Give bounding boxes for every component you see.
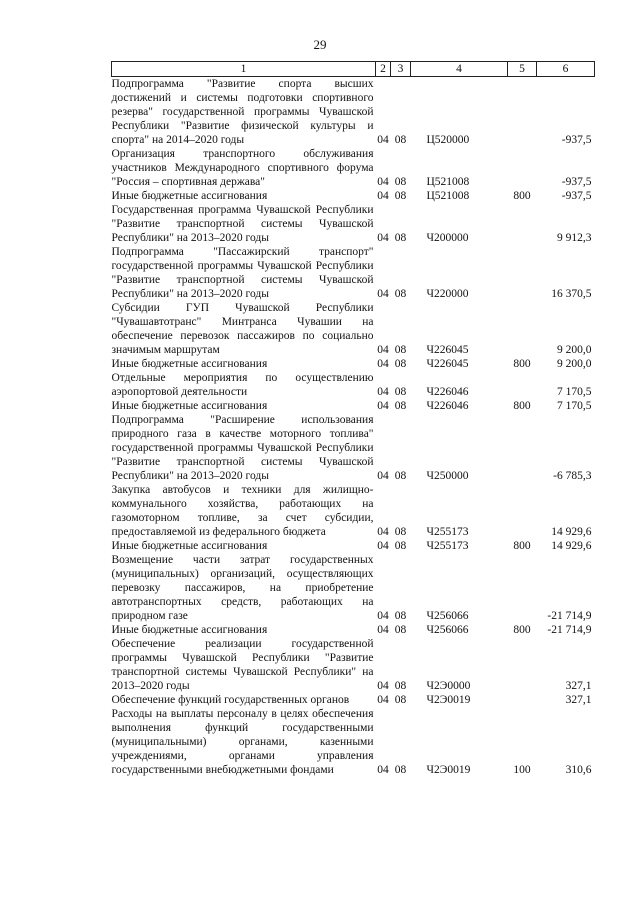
row-target-article: Ч220000	[426, 288, 469, 300]
row-section: 04	[377, 764, 389, 776]
row-amount: 327,1	[565, 680, 592, 692]
row-expense-type: 800	[513, 400, 531, 412]
row-amount: -937,5	[561, 176, 592, 188]
row-section: 04	[377, 610, 389, 622]
row-name: Обеспечение реализации государственной программы Чувашской Республики "Развитие транспортной системы Чувашской Республики" на 2013–2020 годы	[111, 638, 374, 692]
row-section: 04	[377, 344, 389, 356]
row-name: Субсидии ГУП Чувашской Республики "Чувашавтотранс" Минтранса Чувашии на обеспечение перевозок пассажиров по социально значимым маршрутам	[111, 302, 374, 356]
row-section: 04	[377, 134, 389, 146]
row-name: Отдельные мероприятия по осуществлению аэропортовой деятельности	[111, 372, 374, 398]
row-expense-type: 800	[513, 190, 531, 202]
row-target-article: Ч226045	[426, 344, 469, 356]
row-amount: 7 170,5	[557, 400, 592, 412]
row-target-article: Ч255173	[426, 540, 469, 552]
row-amount: -21 714,9	[547, 624, 592, 636]
row-amount: 14 929,6	[551, 540, 592, 552]
row-subsection: 08	[394, 610, 407, 622]
table-body	[112, 77, 595, 778]
row-name: Иные бюджетные ассигнования	[111, 400, 268, 412]
row-expense-type	[508, 553, 537, 623]
row-amount: 310,6	[565, 764, 592, 776]
row-target-article: Ч226046	[426, 386, 469, 398]
row-target-article: Ц521008	[426, 190, 470, 202]
row-name: Подпрограмма "Расширение использования природного газа в качестве моторного топлива" государственной программы Чувашской Республики "Развитие транспортной системы Чувашской Республики" на 2013–2020 годы	[111, 414, 374, 482]
row-section: 04	[377, 540, 389, 552]
table-row	[112, 357, 595, 371]
row-expense-type	[508, 77, 537, 148]
row-amount: -6 785,3	[553, 470, 592, 482]
row-target-article: Ч256066	[426, 610, 469, 622]
row-subsection: 08	[394, 764, 407, 776]
row-target-article: Ч226046	[426, 400, 469, 412]
header-col-1: 1	[112, 62, 376, 77]
row-amount: 9 912,3	[557, 232, 592, 244]
table-row	[112, 707, 595, 777]
row-name: Иные бюджетные ассигнования	[111, 540, 268, 552]
row-expense-type: 800	[513, 540, 531, 552]
row-expense-type	[508, 203, 537, 245]
table-row	[112, 147, 595, 189]
row-expense-type	[508, 245, 537, 301]
row-subsection: 08	[394, 694, 407, 706]
table-row	[112, 203, 595, 245]
row-expense-type	[508, 637, 537, 693]
table-row	[112, 623, 595, 637]
row-name: Подпрограмма "Развитие спорта высших достижений и системы подготовки спортивного резерва" государственной программы Чувашской Республики "Развитие физической культуры и спорта" на 2014–2020 годы	[111, 78, 374, 146]
row-section: 04	[377, 358, 389, 370]
header-col-6: 6	[537, 62, 595, 77]
row-expense-type	[508, 147, 537, 189]
row-amount: 9 200,0	[557, 358, 592, 370]
row-subsection: 08	[394, 540, 407, 552]
row-expense-type	[508, 693, 537, 707]
row-amount: 7 170,5	[557, 386, 592, 398]
row-section: 04	[377, 526, 389, 538]
row-target-article: Ц521008	[426, 176, 470, 188]
row-name: Иные бюджетные ассигнования	[111, 358, 268, 370]
table-row	[112, 483, 595, 539]
row-subsection: 08	[394, 358, 407, 370]
row-amount: -937,5	[561, 190, 592, 202]
row-name: Организация транспортного обслуживания участников Международного спортивного форума "Россия – спортивная держава"	[111, 148, 374, 188]
table-row	[112, 637, 595, 693]
row-subsection: 08	[394, 470, 407, 482]
table-row	[112, 371, 595, 399]
row-name: Государственная программа Чувашской Республики "Развитие транспортной системы Чувашской Республики" на 2013–2020 годы	[111, 204, 374, 244]
row-section: 04	[377, 190, 389, 202]
page-number: 29	[313, 37, 327, 52]
row-expense-type	[508, 483, 537, 539]
row-subsection: 08	[394, 526, 407, 538]
row-section: 04	[377, 694, 389, 706]
row-section: 04	[377, 386, 389, 398]
row-section: 04	[377, 400, 389, 412]
row-expense-type: 800	[513, 624, 531, 636]
row-subsection: 08	[394, 400, 407, 412]
row-name: Расходы на выплаты персоналу в целях обеспечения выполнения функций государственными (муниципальными) органами, казенными учреждениями, органами управления государственными внебюджетными фондами	[111, 708, 374, 776]
header-col-5: 5	[508, 62, 537, 77]
table-row	[112, 693, 595, 707]
row-subsection: 08	[394, 134, 407, 146]
row-amount: -21 714,9	[547, 610, 592, 622]
table-row	[112, 413, 595, 483]
row-section: 04	[377, 470, 389, 482]
row-name: Подпрограмма "Пассажирский транспорт" государственной программы Чувашской Республики "Развитие транспортной системы Чувашской Республики" на 2013–2020 годы	[111, 246, 374, 300]
row-name: Закупка автобусов и техники для жилищно-коммунального хозяйства, работающих на газомоторном топливе, за счет субсидии, предоставляемой из федерального бюджета	[111, 484, 374, 538]
row-name: Иные бюджетные ассигнования	[111, 190, 268, 202]
row-target-article: Ч255173	[426, 526, 469, 538]
row-expense-type	[508, 413, 537, 483]
row-name: Обеспечение функций государственных органов	[111, 694, 350, 706]
table-row	[112, 245, 595, 301]
row-expense-type: 100	[513, 764, 531, 776]
row-section: 04	[377, 176, 389, 188]
row-target-article: Ч256066	[426, 624, 469, 636]
header-col-4: 4	[411, 62, 508, 77]
table-row	[112, 77, 595, 148]
row-subsection: 08	[394, 680, 407, 692]
row-subsection: 08	[394, 176, 407, 188]
row-subsection: 08	[394, 288, 407, 300]
row-expense-type	[508, 301, 537, 357]
row-target-article: Ч226045	[426, 358, 469, 370]
budget-table	[111, 61, 595, 777]
table-row	[112, 189, 595, 203]
row-section: 04	[377, 288, 389, 300]
table-row	[112, 301, 595, 357]
header-row	[112, 62, 595, 77]
row-section: 04	[377, 232, 389, 244]
row-expense-type: 800	[513, 358, 531, 370]
row-target-article: Ч250000	[426, 470, 469, 482]
table-row	[112, 539, 595, 553]
header-col-3: 3	[391, 62, 411, 77]
header-col-2: 2	[376, 62, 391, 77]
row-amount: -937,5	[561, 134, 592, 146]
row-target-article: Ч200000	[426, 232, 469, 244]
row-section: 04	[377, 680, 389, 692]
row-amount: 327,1	[565, 694, 592, 706]
row-subsection: 08	[394, 190, 407, 202]
row-subsection: 08	[394, 344, 407, 356]
row-amount: 14 929,6	[551, 526, 592, 538]
row-subsection: 08	[394, 232, 407, 244]
row-subsection: 08	[394, 624, 407, 636]
row-name: Иные бюджетные ассигнования	[111, 624, 268, 636]
row-name: Возмещение части затрат государственных (муниципальных) организаций, осуществляющих перевозку пассажиров, на приобретение автотранспортных средств, работающих на природном газе	[111, 554, 374, 622]
row-target-article: Ч2Э0019	[426, 694, 471, 706]
row-target-article: Ч2Э0000	[426, 680, 471, 692]
row-amount: 9 200,0	[557, 344, 592, 356]
row-subsection: 08	[394, 386, 407, 398]
row-expense-type	[508, 371, 537, 399]
row-target-article: Ч2Э0019	[426, 764, 471, 776]
row-amount: 16 370,5	[551, 288, 592, 300]
row-section: 04	[377, 624, 389, 636]
row-target-article: Ц520000	[426, 134, 470, 146]
table-row	[112, 553, 595, 623]
table-row	[112, 399, 595, 413]
